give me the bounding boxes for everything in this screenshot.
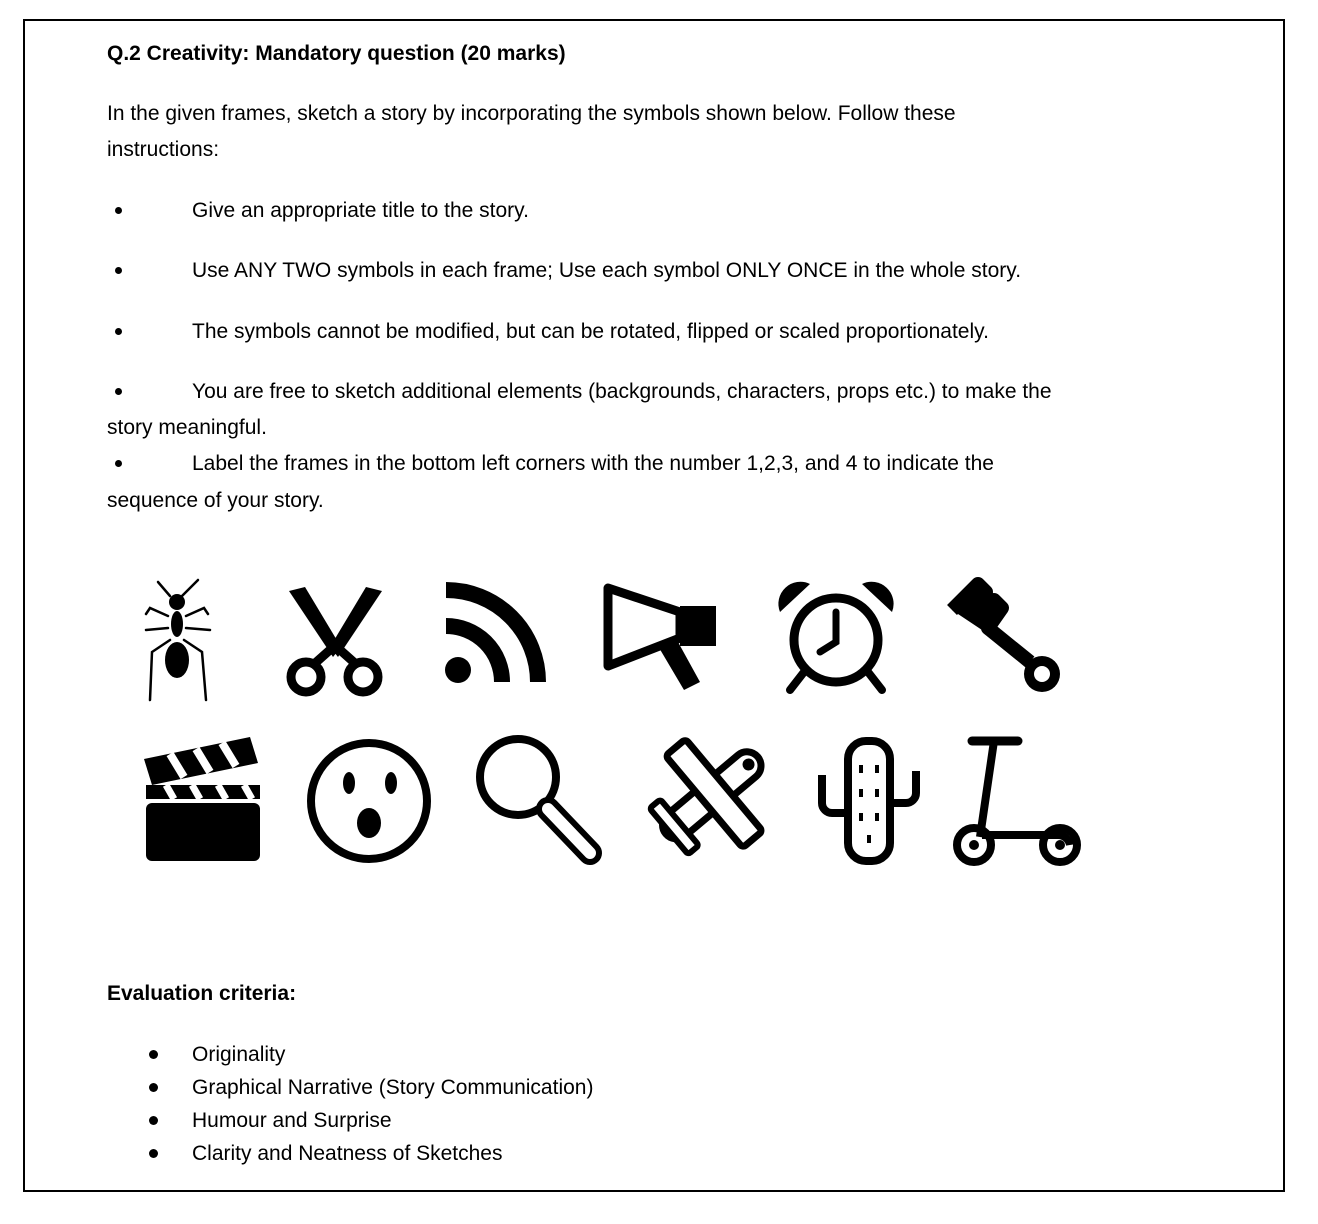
bullet-dot xyxy=(115,207,122,214)
magnifying-glass-icon xyxy=(474,733,606,865)
instruction-continuation: story meaningful. xyxy=(107,416,267,439)
bullet-dot xyxy=(149,1149,158,1158)
criteria-item: Originality xyxy=(192,1043,286,1066)
bullet-dot xyxy=(149,1116,158,1125)
bullet-dot xyxy=(149,1050,158,1059)
intro-text xyxy=(107,96,956,168)
criteria-item: Graphical Narrative (Story Communication) xyxy=(192,1076,594,1099)
bullet-dot xyxy=(115,267,122,274)
instruction-item: The symbols cannot be modified, but can be rotated, flipped or scaled proportionately. xyxy=(192,320,989,343)
instruction-continuation: sequence of your story. xyxy=(107,489,324,512)
criteria-item: Clarity and Neatness of Sketches xyxy=(192,1142,503,1165)
clapperboard-icon xyxy=(140,735,264,863)
megaphone-icon xyxy=(600,580,722,690)
bullet-dot xyxy=(149,1083,158,1092)
surprised-face-icon xyxy=(303,737,435,865)
instruction-item: Give an appropriate title to the story. xyxy=(192,199,529,222)
instruction-item: You are free to sketch additional elements (backgrounds, characters, props etc.) to make the xyxy=(192,380,1052,403)
criteria-item: Humour and Surprise xyxy=(192,1109,392,1132)
instruction-item: Label the frames in the bottom left corners with the number 1,2,3, and 4 to indicate the xyxy=(192,452,994,475)
bullet-dot xyxy=(115,328,122,335)
intro-line-2: instructions: xyxy=(107,138,220,161)
ant-icon xyxy=(140,578,215,703)
bullet-dot xyxy=(115,460,122,467)
kick-scooter-icon xyxy=(948,735,1086,867)
alarm-clock-icon xyxy=(776,578,896,696)
scissors-icon xyxy=(283,585,388,700)
rss-feed-icon xyxy=(442,580,548,686)
instruction-item: Use ANY TWO symbols in each frame; Use each symbol ONLY ONCE in the whole story. xyxy=(192,259,1022,282)
question-title: Q.2 Creativity: Mandatory question (20 marks) xyxy=(107,42,566,65)
intro-line-1: In the given frames, sketch a story by incorporating the symbols shown below. Follow these xyxy=(107,102,956,125)
wrench-icon xyxy=(948,580,1066,696)
bullet-dot xyxy=(115,388,122,395)
evaluation-title: Evaluation criteria: xyxy=(107,982,297,1005)
airplane-icon xyxy=(642,730,780,862)
cactus-icon xyxy=(818,735,920,865)
